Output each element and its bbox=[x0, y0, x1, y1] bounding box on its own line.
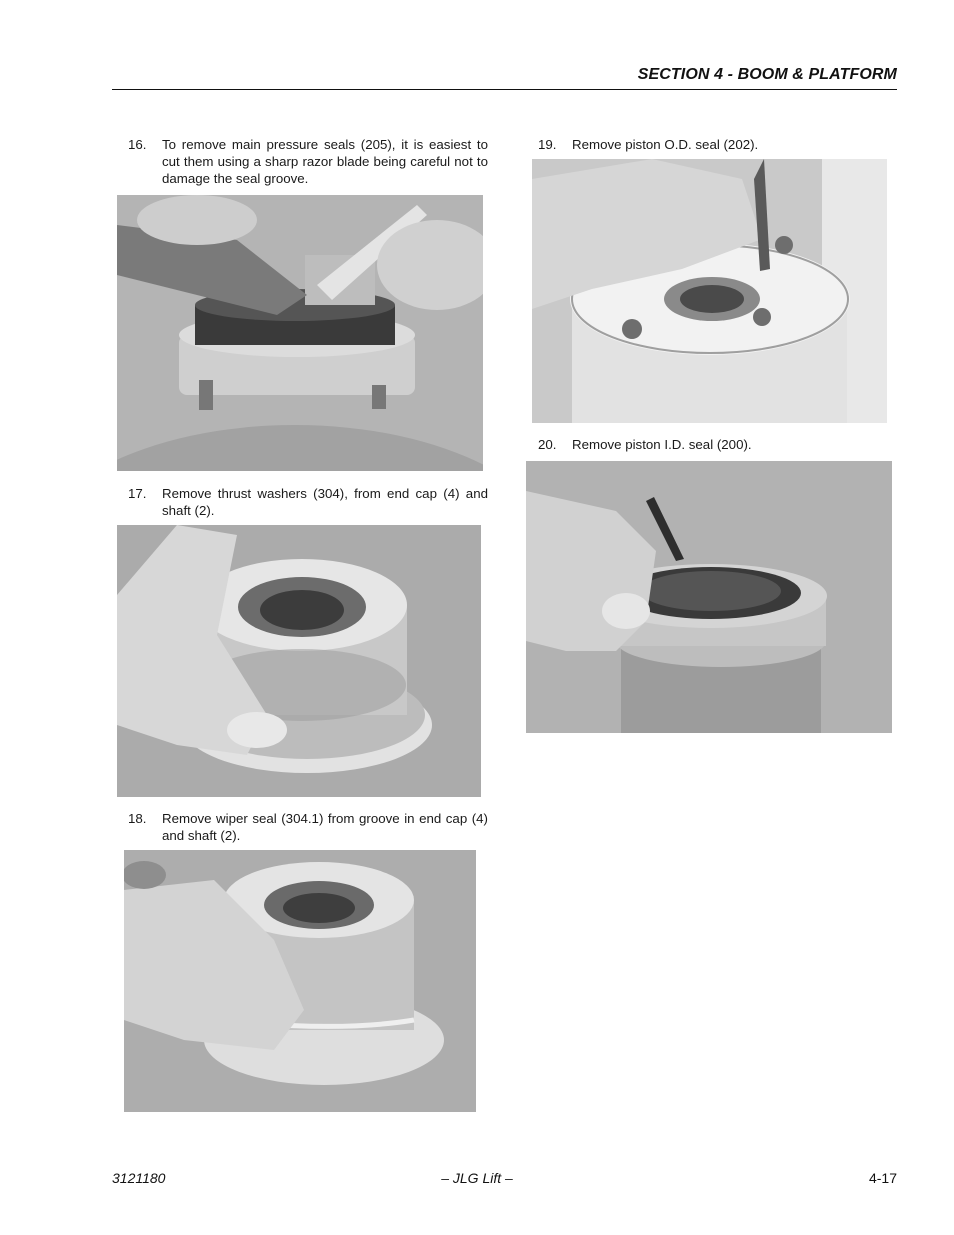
step-text: To remove main pressure seals (205), it is easiest to cut them using a sharp razor blade being careful not to damage the seal groove. bbox=[162, 137, 488, 186]
step-16 bbox=[128, 136, 488, 188]
step-text: Remove wiper seal (304.1) from groove in end cap (4) and shaft (2). bbox=[162, 811, 488, 843]
section-title: SECTION 4 - BOOM & PLATFORM bbox=[637, 66, 897, 83]
step-number: 18. bbox=[128, 811, 147, 826]
doc-number: 3121180 bbox=[112, 1170, 166, 1186]
page-number: 4-17 bbox=[868, 1170, 897, 1186]
step-number: 17. bbox=[128, 486, 147, 501]
photo-thrust-washers bbox=[117, 525, 481, 797]
step-number: 16. bbox=[128, 137, 147, 152]
step-text: Remove piston I.D. seal (200). bbox=[572, 437, 752, 452]
photo-wiper-seal bbox=[124, 850, 476, 1112]
photo-piston-id-seal bbox=[526, 461, 892, 733]
step-number: 20. bbox=[538, 437, 557, 452]
step-18 bbox=[128, 810, 488, 844]
step-text: Remove thrust washers (304), from end cap (4) and shaft (2). bbox=[162, 486, 488, 518]
footer-brand: – JLG Lift – bbox=[441, 1170, 513, 1186]
step-19 bbox=[538, 136, 898, 153]
step-20 bbox=[538, 436, 898, 453]
header-divider bbox=[112, 89, 897, 90]
photo-piston-od-seal bbox=[532, 159, 887, 423]
step-number: 19. bbox=[538, 137, 557, 152]
photo-razor-cutting-seal bbox=[117, 195, 483, 471]
step-17 bbox=[128, 485, 488, 519]
step-text: Remove piston O.D. seal (202). bbox=[572, 137, 759, 152]
